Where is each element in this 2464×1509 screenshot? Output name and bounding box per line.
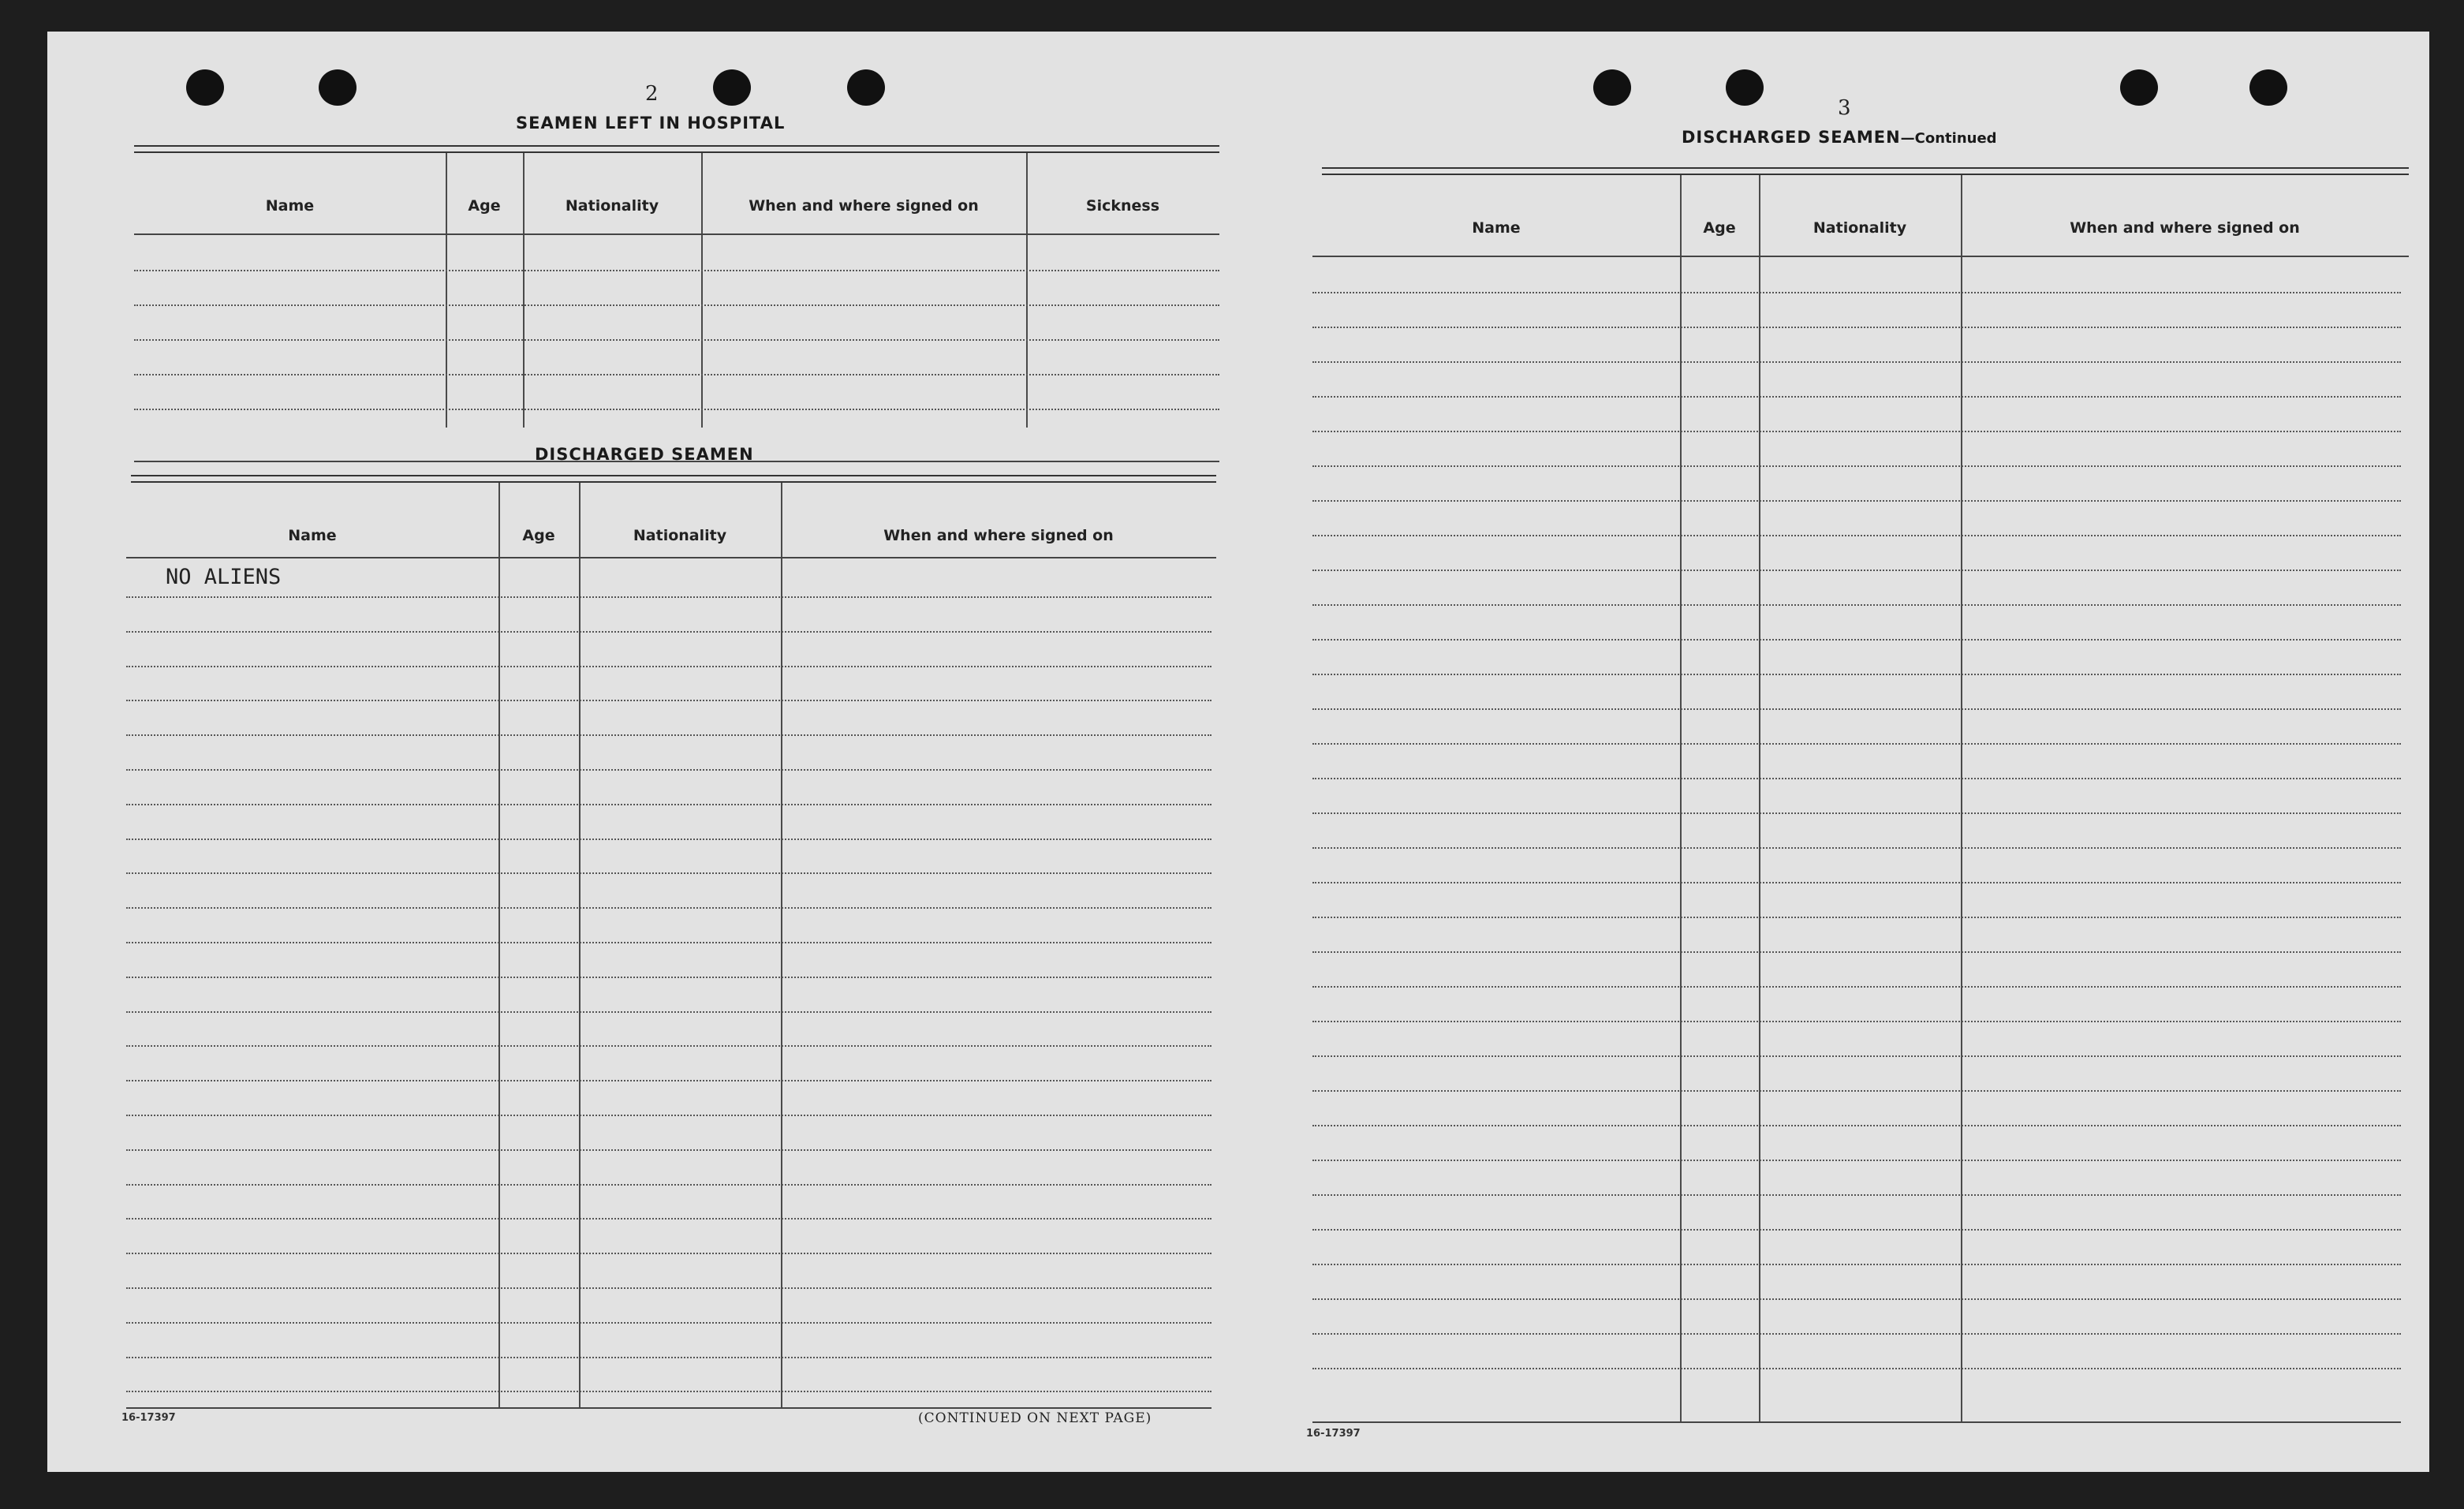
row-line (1312, 639, 2401, 641)
page-number-left: 2 (645, 82, 659, 106)
discharged-col-name: Name (288, 527, 337, 544)
hospital-table-top-rule (134, 145, 1219, 153)
row-line (126, 1391, 1211, 1392)
cont-col-age: Age (1703, 219, 1736, 237)
punch-hole (186, 69, 224, 106)
row-line (134, 304, 1219, 306)
row-line (1312, 1055, 2401, 1057)
row-line (1312, 917, 2401, 918)
row-line (126, 1322, 1211, 1324)
row-line (126, 1080, 1211, 1081)
row-line (1312, 1021, 2401, 1022)
row-line (126, 804, 1211, 805)
row-line (126, 631, 1211, 633)
row-line (1312, 396, 2401, 398)
discharged-cont-table (1312, 175, 2409, 1453)
document-sheet (47, 32, 2429, 1472)
row-line (1312, 465, 2401, 467)
column-divider (701, 153, 703, 428)
column-divider (781, 483, 782, 1407)
row-line (126, 1287, 1211, 1289)
hospital-col-name: Name (265, 197, 315, 215)
row-line (1312, 535, 2401, 536)
row-line (126, 734, 1211, 736)
row-line (126, 1357, 1211, 1358)
column-divider (523, 153, 525, 428)
cont-col-signed-on: When and where signed on (2070, 219, 2300, 237)
discharged-col-age: Age (522, 527, 555, 544)
row-line (126, 666, 1211, 667)
discharged-cont-title (1682, 128, 1997, 147)
discharged-col-nationality: Nationality (633, 527, 727, 544)
row-line (126, 1115, 1211, 1116)
discharged-cont-top-rule (1322, 167, 2409, 175)
continued-note: (CONTINUED ON NEXT PAGE) (918, 1410, 1152, 1426)
row-line (1312, 604, 2401, 606)
hospital-table (134, 153, 1219, 469)
punch-hole (319, 69, 357, 106)
row-line (126, 1011, 1211, 1013)
row-line (1312, 708, 2401, 710)
row-line (1312, 847, 2401, 849)
header-rule (1312, 256, 2409, 257)
row-line (134, 339, 1219, 341)
discharged-table-title: DISCHARGED SEAMEN (535, 445, 754, 464)
table-bottom-rule (1312, 1421, 2401, 1423)
table-bottom-rule (126, 1407, 1211, 1409)
row-line (126, 1184, 1211, 1186)
row-line (1312, 327, 2401, 328)
row-line (1312, 500, 2401, 502)
row-line (1312, 1160, 2401, 1161)
row-line (1312, 292, 2401, 293)
hospital-col-nationality: Nationality (565, 197, 659, 215)
hospital-col-age: Age (468, 197, 501, 215)
row-line (126, 942, 1211, 943)
discharged-cont-title-main: DISCHARGED SEAMEN (1682, 128, 1901, 147)
row-line (126, 1253, 1211, 1254)
hospital-table-title: SEAMEN LEFT IN HOSPITAL (516, 114, 786, 133)
column-divider (446, 153, 447, 428)
column-divider (1026, 153, 1028, 428)
row-line (1312, 812, 2401, 814)
row-line (126, 700, 1211, 701)
row-line (1312, 1368, 2401, 1369)
hospital-col-sickness: Sickness (1085, 197, 1160, 215)
row-line (1312, 951, 2401, 953)
discharged-cont-title-suffix: —Continued (1900, 130, 1997, 147)
punch-hole (1593, 69, 1631, 106)
row-line (1312, 570, 2401, 571)
row-line (134, 374, 1219, 375)
row-line (1312, 986, 2401, 988)
form-number-right: 16-17397 (1306, 1428, 1361, 1440)
row-line (1312, 1298, 2401, 1300)
discharged-col-signed-on: When and where signed on (883, 527, 1114, 544)
row-line (126, 907, 1211, 909)
cont-col-name: Name (1472, 219, 1521, 237)
column-divider (579, 483, 581, 1407)
row-line (1312, 1333, 2401, 1335)
discharged-table (126, 483, 1216, 1414)
row-line (1312, 431, 2401, 432)
form-number-left: 16-17397 (121, 1412, 176, 1424)
row-line (126, 1218, 1211, 1220)
row-line (126, 872, 1211, 874)
row-line (126, 596, 1211, 598)
discharged-entry: NO ALIENS (166, 565, 282, 589)
discharged-table-top-rule (131, 475, 1216, 483)
row-line (1312, 882, 2401, 883)
row-line (134, 270, 1219, 271)
row-line (1312, 361, 2401, 363)
row-line (1312, 1090, 2401, 1092)
row-line (1312, 1264, 2401, 1265)
row-line (1312, 778, 2401, 779)
header-rule (126, 557, 1216, 558)
row-line (126, 839, 1211, 840)
row-line (1312, 743, 2401, 745)
punch-hole (847, 69, 885, 106)
punch-hole (2120, 69, 2158, 106)
page-number-right: 3 (1838, 96, 1851, 120)
row-line (1312, 1125, 2401, 1126)
punch-hole (1726, 69, 1764, 106)
row-line (1312, 1229, 2401, 1231)
row-line (126, 1149, 1211, 1151)
column-divider (498, 483, 500, 1407)
punch-hole (713, 69, 751, 106)
row-line (126, 977, 1211, 978)
cont-col-nationality: Nationality (1813, 219, 1907, 237)
row-line (1312, 674, 2401, 675)
row-line (126, 1045, 1211, 1047)
row-line (126, 769, 1211, 771)
hospital-col-signed-on: When and where signed on (749, 197, 979, 215)
header-rule (134, 233, 1219, 235)
row-line (1312, 1194, 2401, 1196)
punch-hole (2249, 69, 2287, 106)
row-line (134, 409, 1219, 410)
